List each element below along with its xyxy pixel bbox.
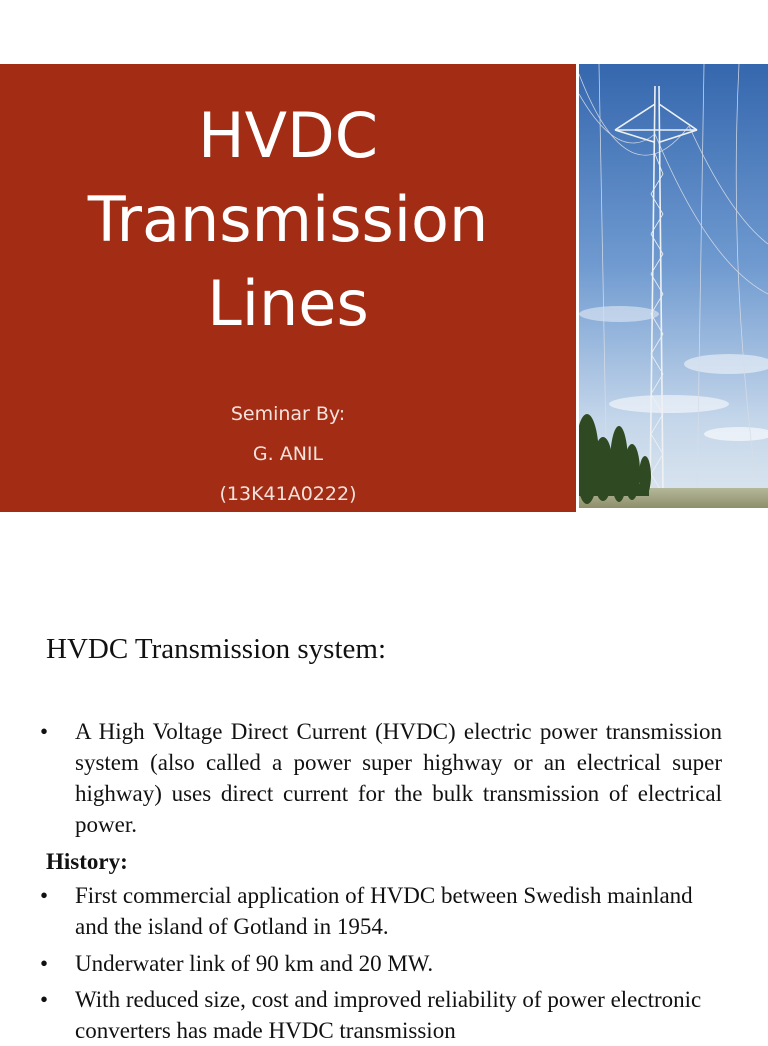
bullet-item xyxy=(40,880,722,942)
content-slide xyxy=(0,620,768,1043)
bullet-marker: • xyxy=(40,987,49,1012)
bullet-marker: • xyxy=(40,951,49,976)
subtitle-line: Seminar By: xyxy=(230,403,346,425)
bullet-text: With reduced size, cost and improved reliability of power electronic converters has made HVDC transmission xyxy=(75,987,702,1043)
title-panel xyxy=(0,64,576,512)
bullet-text: A High Voltage Direct Current (HVDC) electric power transmission system (also called a power super highway or an electrical super highway) uses direct current for the bulk transmission of electrical power. xyxy=(75,719,722,837)
bullet-marker: • xyxy=(40,719,49,744)
slide-subtitle xyxy=(0,394,576,514)
subtitle-line: G. ANIL xyxy=(252,443,324,465)
transmission-tower-photo xyxy=(579,64,768,508)
bullet-item xyxy=(40,716,722,840)
bullet-item xyxy=(40,948,722,979)
bullet-item xyxy=(40,984,722,1046)
subtitle-line: (13K41A0222) xyxy=(219,483,357,505)
bullet-text: First commercial application of HVDC between Swedish mainland and the island of Gotland in 1954. xyxy=(75,883,693,939)
slide-title xyxy=(0,94,576,346)
bullet-marker: • xyxy=(40,883,49,908)
title-slide xyxy=(0,64,768,512)
history-heading: History: xyxy=(46,849,128,874)
title-line: Transmission xyxy=(87,183,489,256)
title-line: HVDC xyxy=(197,99,379,172)
title-line: Lines xyxy=(207,267,369,340)
bullet-text: Underwater link of 90 km and 20 MW. xyxy=(75,951,434,976)
slide-heading: HVDC Transmission system: xyxy=(46,633,387,665)
